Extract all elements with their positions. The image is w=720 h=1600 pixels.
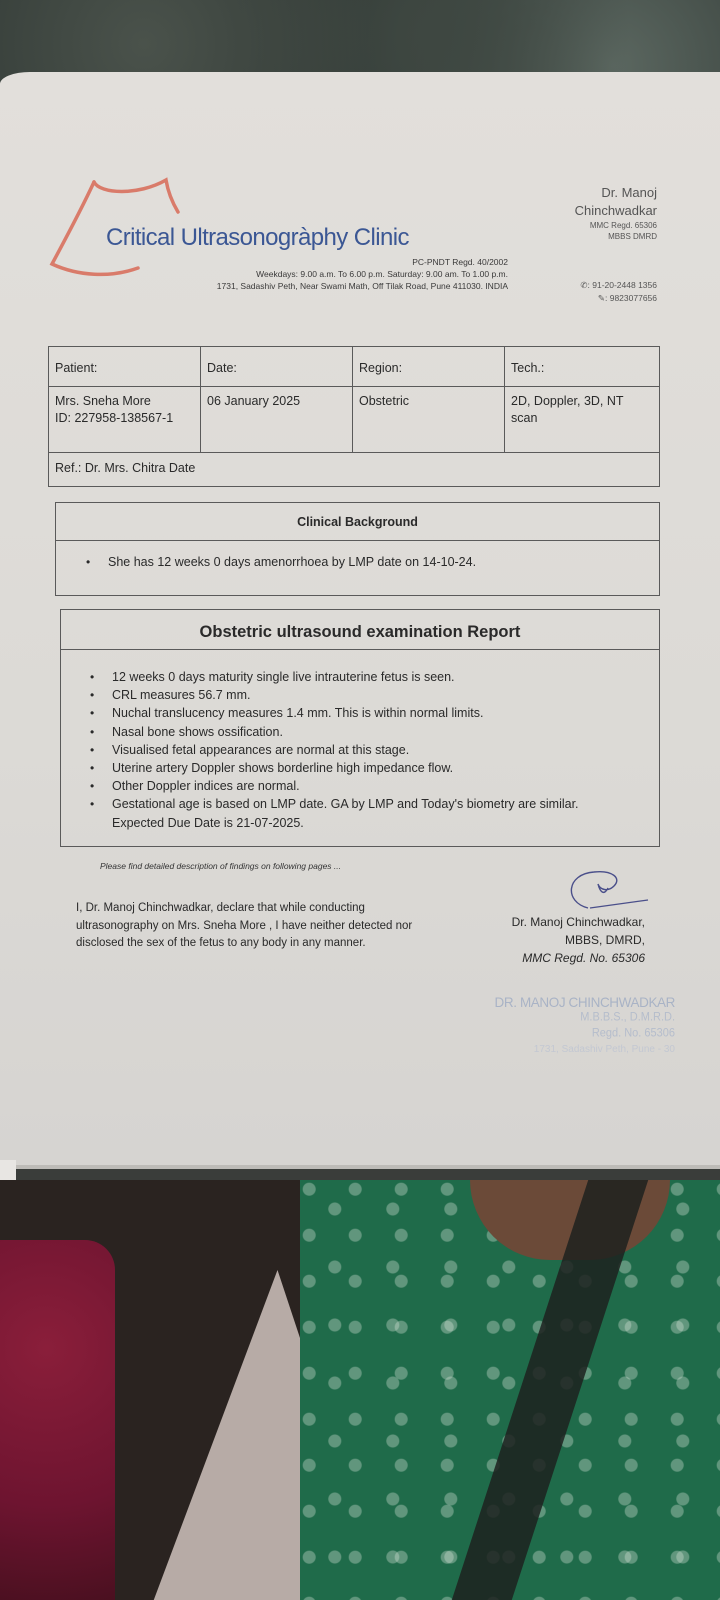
doctor-stamp	[455, 995, 675, 1058]
stamp-address: 1731, Sadashiv Peth, Pune - 30	[533, 1043, 675, 1056]
list-item	[90, 723, 659, 741]
phone-number: : 91-20-2448 1356	[587, 280, 657, 290]
contact-info	[520, 279, 657, 305]
doctor-first-name: Dr. Manoj	[601, 185, 657, 200]
list-item	[90, 777, 659, 795]
exam-date: 06 January 2025	[201, 387, 353, 453]
bullet-icon: •	[90, 761, 95, 776]
sheet-corner	[0, 1160, 16, 1180]
finding-text: Visualised fetal appearances are normal at this stage.	[112, 742, 410, 757]
bullet-icon: •	[90, 779, 95, 794]
list-item	[90, 795, 659, 831]
list-item	[90, 704, 659, 722]
patient-id: ID: 227958-138567-1	[55, 411, 174, 425]
referral: Ref.: Dr. Mrs. Chitra Date	[49, 453, 660, 487]
bullet-icon: •	[90, 688, 95, 703]
header-region: Region:	[353, 347, 505, 387]
stamp-degrees: M.B.B.S., D.M.R.D.	[580, 1011, 675, 1024]
finding-text: Nasal bone shows ossification.	[112, 724, 283, 739]
signatory-name: Dr. Manoj Chinchwadkar,	[511, 915, 645, 929]
mobile-line	[520, 292, 657, 305]
header-tech: Tech.:	[505, 347, 660, 387]
report-section	[60, 609, 660, 847]
list-item-text: She has 12 weeks 0 days amenorrhoea by LMP date on 14-10-24.	[108, 555, 477, 569]
following-pages-note: Please find detailed description of findings on following pages ...	[100, 861, 341, 871]
finding-text: Other Doppler indices are normal.	[112, 779, 300, 794]
clinic-address: 1731, Sadashiv Peth, Near Swami Math, Off Tilak Road, Pune 411030. INDIA	[216, 281, 508, 291]
phone-icon: ✆	[580, 280, 588, 290]
clinic-details	[140, 256, 508, 292]
red-fabric	[0, 1240, 115, 1600]
bullet-icon: •	[90, 670, 95, 684]
pcpndt-declaration: I, Dr. Manoj Chinchwadkar, declare that while conducting ultrasonography on Mrs. Sneha More , I have neither detected nor disclosed the sex of the fetus to any body in any manner.	[76, 902, 413, 949]
phone-line	[520, 279, 657, 292]
table-referral-row	[49, 453, 660, 487]
mobile-icon: ✎	[597, 293, 605, 303]
signature-block	[460, 913, 645, 967]
list-item	[90, 759, 659, 777]
finding-text: Gestational age is based on LMP date. GA by LMP and Today's biometry are similar. Expected Due Date is 21-07-2025.	[112, 797, 579, 830]
bullet-icon: •	[90, 706, 95, 721]
signatory-degrees: MBBS, DMRD,	[564, 933, 645, 947]
doctor-signature	[560, 868, 650, 914]
sheet-edge	[16, 1165, 720, 1169]
bullet-icon: •	[86, 555, 91, 569]
table-value-row	[49, 387, 660, 453]
header-date: Date:	[201, 347, 353, 387]
patient-name: Mrs. Sneha More	[55, 394, 151, 408]
table-header-row	[49, 347, 660, 387]
doctor-last-name: Chinchwadkar	[574, 203, 657, 218]
list-item	[90, 686, 659, 704]
patient-info-table	[48, 346, 660, 487]
clinic-hours: Weekdays: 9.00 a.m. To 6.00 p.m. Saturday: 9.00 am. To 1.00 p.m.	[256, 269, 508, 279]
finding-text: Uterine artery Doppler shows borderline high impedance flow.	[112, 761, 454, 776]
stamp-name: DR. MANOJ CHINCHWADKAR	[494, 994, 675, 1011]
stamp-regd: Regd. No. 65306	[591, 1027, 675, 1040]
exam-tech: 2D, Doppler, 3D, NT scan	[505, 387, 660, 453]
findings-list	[61, 650, 659, 832]
doctor-header	[540, 184, 657, 242]
list-item	[90, 668, 659, 686]
exam-region: Obstetric	[353, 387, 505, 453]
finding-text: CRL measures 56.7 mm.	[112, 688, 251, 703]
bullet-icon: •	[90, 724, 95, 739]
list-item	[86, 555, 659, 569]
background-fabric	[0, 1180, 720, 1600]
clinical-background-list	[56, 541, 659, 569]
bullet-icon: •	[90, 742, 95, 757]
list-item	[90, 741, 659, 759]
clinical-background-section	[55, 502, 660, 596]
clinic-name: Critical Ultrasonogràphy Clinic	[106, 224, 409, 251]
doctor-mmc-regd: MMC Regd. 65306	[589, 221, 657, 230]
patient-cell	[49, 387, 201, 453]
report-title: Obstetric ultrasound examination Report	[61, 610, 659, 650]
clinical-background-title: Clinical Background	[56, 503, 659, 541]
doctor-degrees: MBBS DMRD	[608, 232, 657, 241]
mobile-number: : 9823077656	[605, 293, 657, 303]
signatory-regd: MMC Regd. No. 65306	[522, 951, 645, 965]
paper-flap	[150, 1270, 300, 1600]
pcpndt-registration: PC-PNDT Regd. 40/2002	[412, 257, 508, 267]
finding-text: 12 weeks 0 days maturity single live intrauterine fetus is seen.	[112, 670, 455, 684]
finding-text: Nuchal translucency measures 1.4 mm. This is within normal limits.	[112, 706, 484, 721]
header-patient: Patient:	[49, 347, 201, 387]
bullet-icon: •	[90, 797, 95, 812]
